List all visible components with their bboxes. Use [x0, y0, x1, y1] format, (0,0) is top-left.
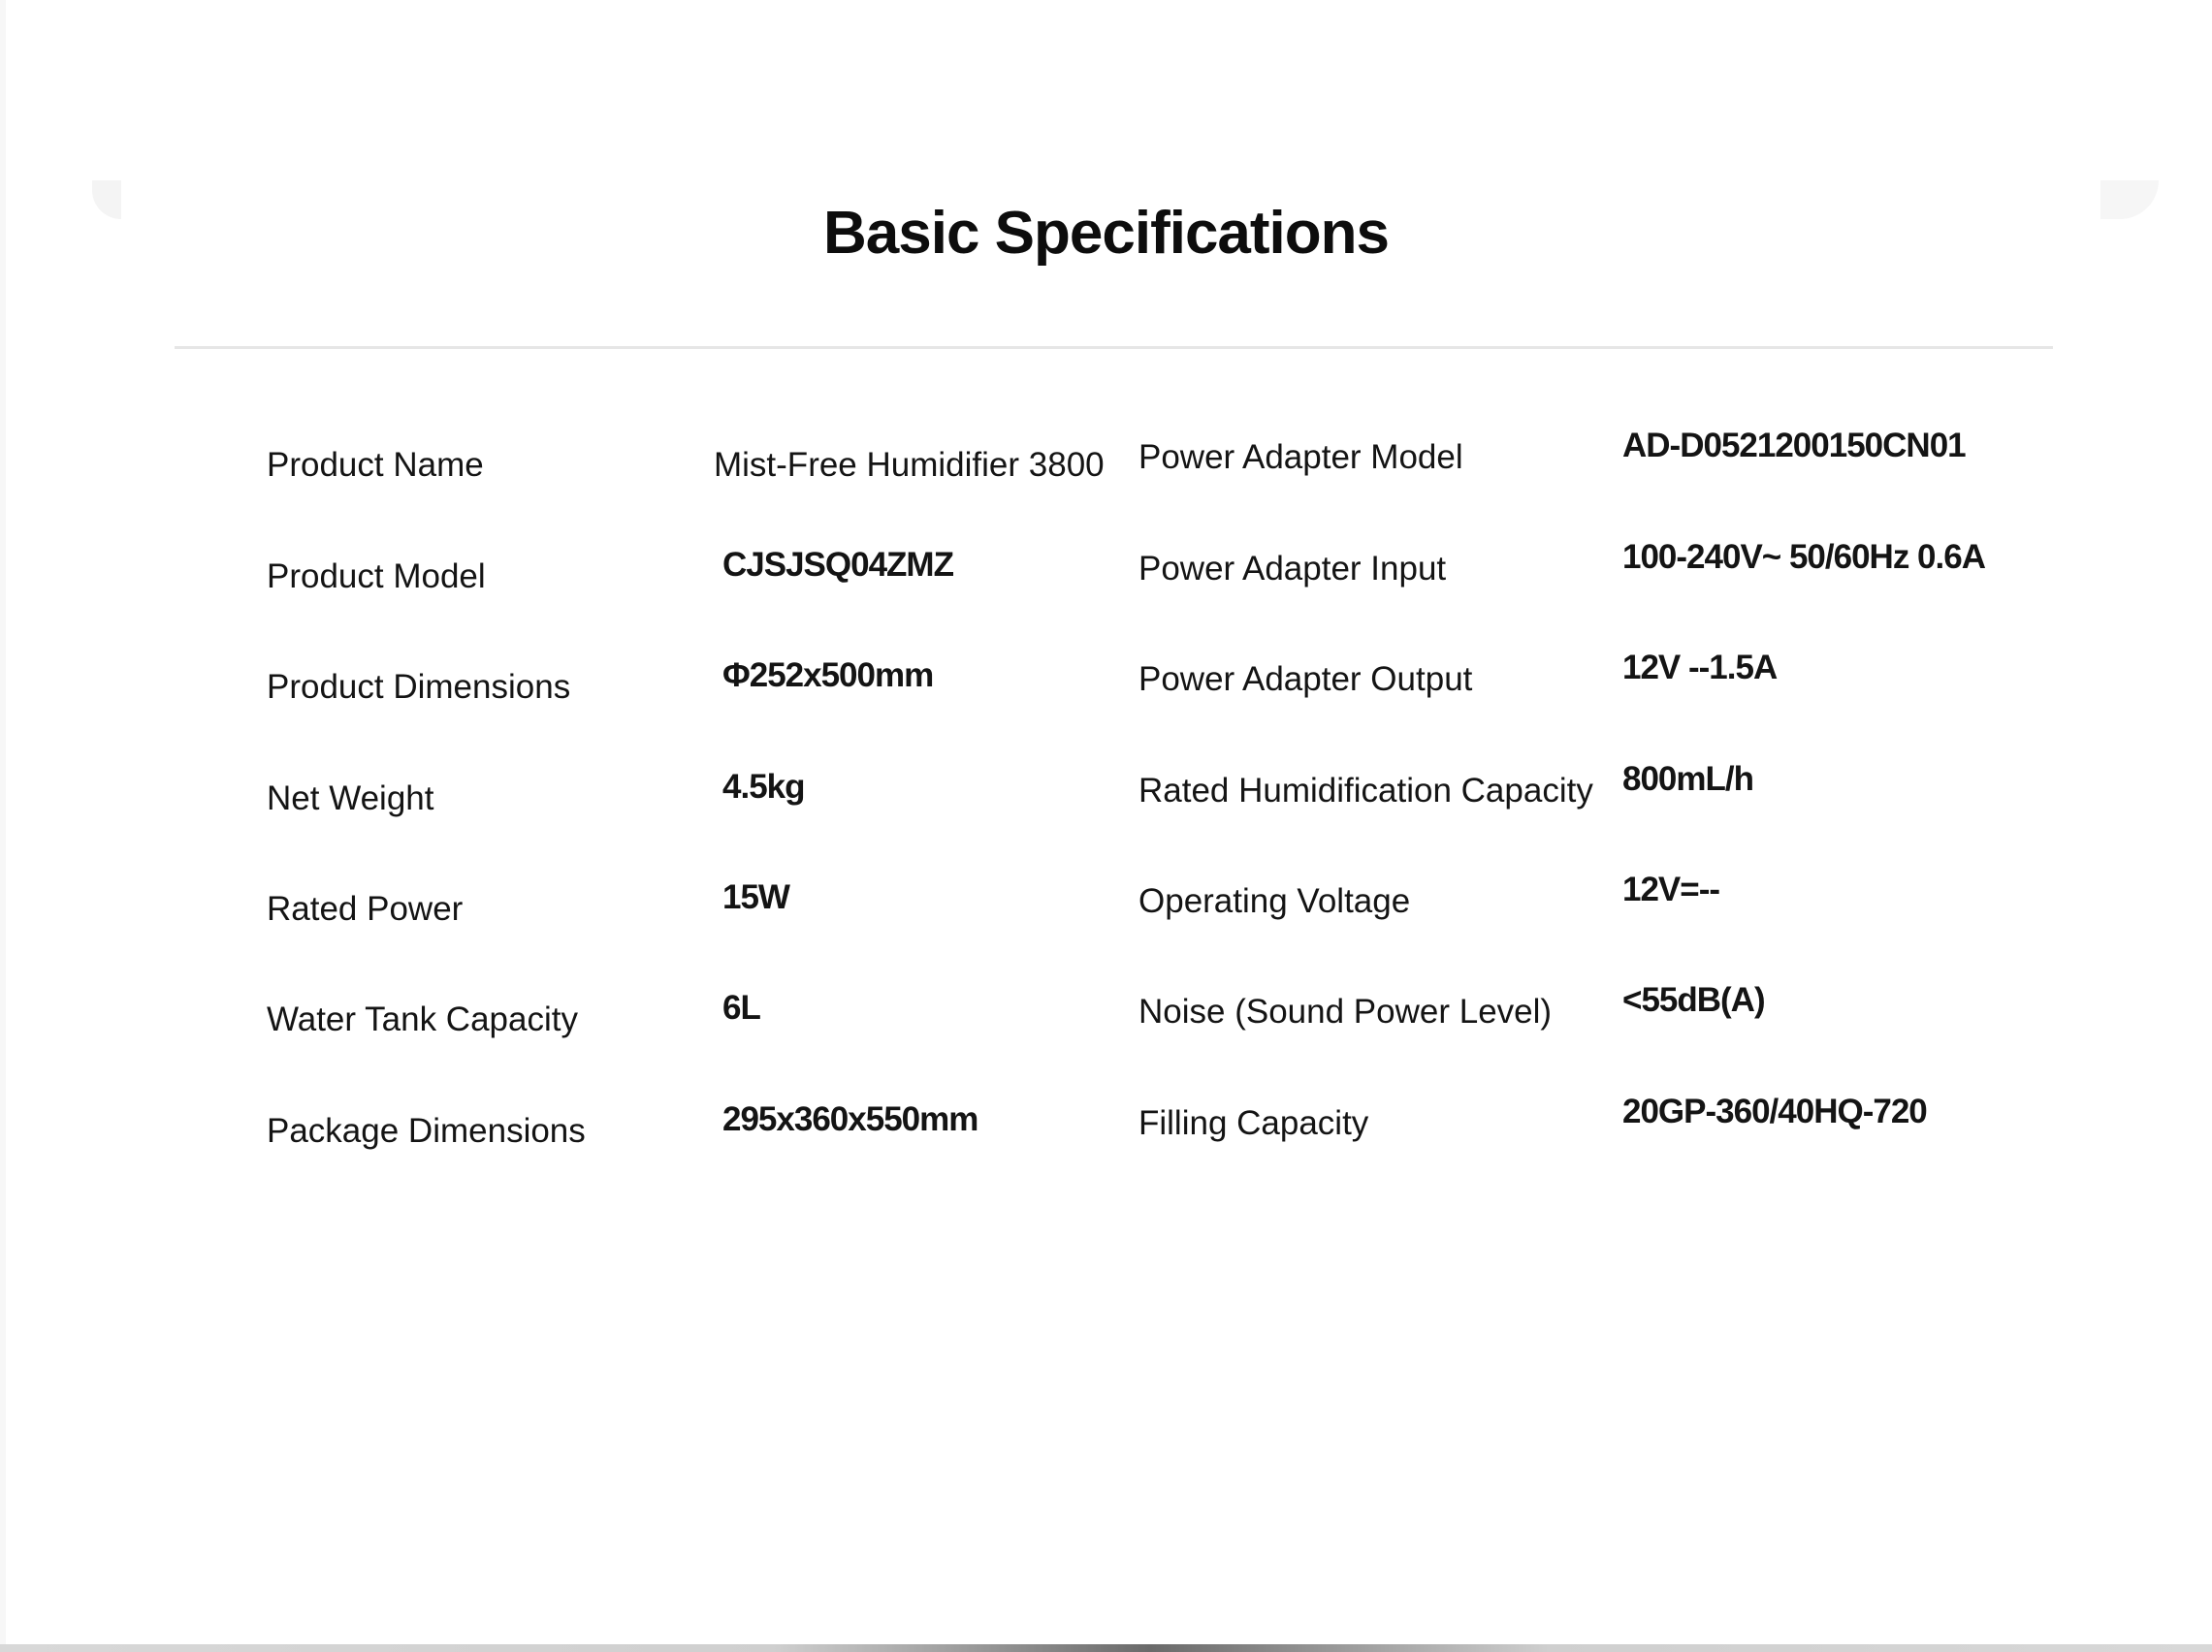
spec-label: Package Dimensions [267, 1112, 586, 1150]
spec-row [0, 871, 2212, 948]
spec-row [0, 981, 2212, 1059]
spec-value: 15W [722, 878, 789, 916]
spec-value: 4.5kg [722, 768, 805, 806]
page-title: Basic Specifications [822, 200, 1390, 267]
spec-value: 295x360x550mm [722, 1100, 978, 1138]
spec-row [0, 1093, 2212, 1170]
spec-row [0, 649, 2212, 726]
spec-label: Product Model [267, 557, 486, 595]
spec-value: 12V=-- [1622, 871, 1720, 908]
spec-row [0, 760, 2212, 838]
spec-label: Operating Voltage [1138, 882, 1411, 920]
spec-label: Filling Capacity [1138, 1104, 1369, 1142]
spec-value: Mist-Free Humidifier 3800 [714, 446, 1105, 484]
bottom-edge-bar [0, 1644, 2212, 1652]
spec-value: AD-D0521200150CN01 [1622, 427, 1966, 464]
spec-label: Product Name [267, 446, 484, 484]
spec-label: Power Adapter Output [1138, 660, 1473, 698]
spec-label: Noise (Sound Power Level) [1138, 993, 1553, 1031]
spec-label: Product Dimensions [267, 668, 571, 706]
spec-label: Net Weight [267, 779, 434, 817]
spec-label: Power Adapter Input [1138, 550, 1447, 588]
spec-value: 100-240V~ 50/60Hz 0.6A [1622, 538, 1985, 576]
spec-value: Φ252x500mm [722, 656, 934, 694]
spec-value: CJSJSQ04ZMZ [722, 546, 953, 584]
spec-label: Water Tank Capacity [267, 1001, 578, 1038]
spec-value: 12V --1.5A [1622, 649, 1778, 686]
spec-value: 6L [722, 989, 760, 1027]
spec-row [0, 538, 2212, 616]
spec-value: 800mL/h [1622, 760, 1753, 798]
title-divider [175, 346, 2053, 349]
spec-value: 20GP-360/40HQ-720 [1622, 1093, 1927, 1130]
spec-label: Rated Power [267, 890, 464, 928]
spec-label: Power Adapter Model [1138, 438, 1463, 476]
spec-row [0, 427, 2212, 504]
spec-label: Rated Humidification Capacity [1138, 772, 1593, 810]
spec-value: <55dB(A) [1622, 981, 1765, 1019]
